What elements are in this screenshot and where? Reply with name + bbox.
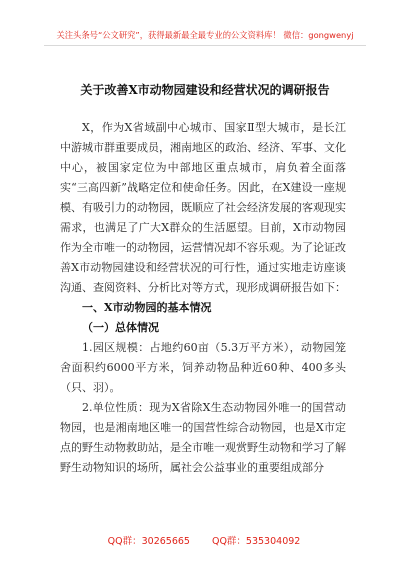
item-unit-nature: 2.单位性质：现为X省除X生态动物园外唯一的国营动物园，也是湘南地区唯一的国营性综合动物园，也是X市定点的野生动物救助站，是全市唯一观赏野生动物和学习了解野生动物知识的场所，属社会公益事业的重要组成部分 <box>60 401 346 474</box>
document-title: 关于改善X市动物园建设和经营状况的调研报告 <box>80 83 330 97</box>
intro-paragraph: X，作为X省域副中心城市、国家Ⅱ型大城市，是长江中游城市群重要成员，湘南地区的政治、经济、军事、文化中心，被国家定位为中部地区重点城市，肩负着全面落实“三高四新”战略定位和使命任务。因此，在X建设一座规模、有吸引力的动物园，既顺应了社会经济发展的客观现实需求，也满足了广大X群众的生活愿望。目前，X市动物园作为全市唯一的动物园，运营情况却不容乐观。为了论证改善X市动物园建设和经营状况的可行性，通过实地走访座谈沟通、查阅资料、分析比对等方式，现形成调研报告如下： <box>60 121 346 294</box>
footer-qq-group-1: QQ群：30265665 <box>107 536 190 547</box>
header-banner: 关注头条号“公文研究”，获得最新最全最专业的公文资料库！ 微信：gongwenyj <box>44 27 366 46</box>
subsection-heading: （一）总体情况 <box>82 321 159 334</box>
footer-qq-group-2: QQ群：535304092 <box>211 536 301 547</box>
section-heading: 一、X市动物园的基本情况 <box>82 301 212 314</box>
footer <box>0 533 408 547</box>
document-body <box>60 118 346 478</box>
item-park-scale: 1.园区规模：占地约60亩（5.3万平方米），动物园笼舍面积约6000平方米，饲养动物品种近60种、400多头（只、羽）。 <box>60 341 346 394</box>
